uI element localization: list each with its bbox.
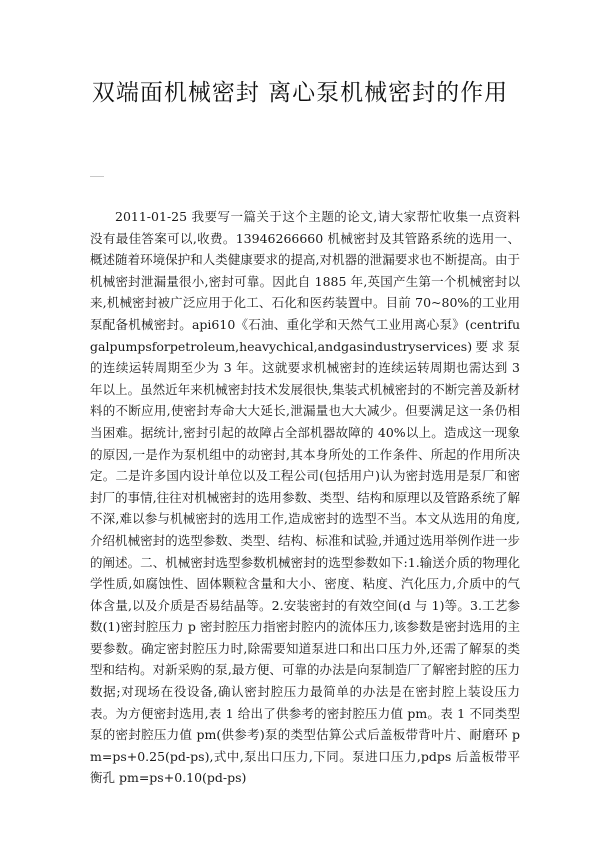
document-title: 双端面机械密封 离心泵机械密封的作用 [91,80,509,106]
document-body: 2011-01-25 我要写一篇关于这个主题的论文,请大家帮忙收集一点资料没有最佳答案可以,收费。13946266660 机械密封及其管路系统的选用一、概述随着环境保护和人类健康要求的提高,对机器的泄漏要求也不断提高。由于机械密封泄漏量很小,密封可靠。因此自 1885 年,英国产生第一个机械密封以来,机械密封被广泛应用于化工、石化和医药装置中。目前 70~80%的工业用泵配备机械密封。api610《石油、重化学和天然气工业用离心泵》(centrifugalpumpsforpetroleum,heavychical,andgasindustryservices)要求泵的连续运转周期至少为 3 年。这就要求机械密封的连续运转周期也需达到 3 年以上。虽然近年来机械密封技术发展很快,集装式机械密封的不断完善及新材料的不断应用,使密封寿命大大延长,泄漏量也大大减少。但要满足这一条仍相当困难。据统计,密封引起的故障占全部机器故障的 40%以上。造成这一现象的原因,一是作为泵机组中的动密封,其本身所处的工作条件、所起的作用所决定。二是许多国内设计单位以及工程公司(包括用户)认为密封选用是泵厂和密封厂的事情,往往对机械密封的选用参数、类型、结构和原理以及管路系统了解不深,难以参与机械密封的选用工作,造成密封的选型不当。本文从选用的角度,介绍机械密封的选型参数、类型、结构、标准和试验,并通过选用举例作进一步的阐述。二、机械密封选型参数机械密封的选型参数如下:1.输送介质的物理化学性质,如腐蚀性、固体颗粒含量和大小、密度、粘度、汽化压力,介质中的气体含量,以及介质是否易结晶等。2.安装密封的有效空间(d 与 1)等。3.工艺参数(1)密封腔压力 p 密封腔压力指密封腔内的流体压力,该参数是密封选用的主要参数。确定密封腔压力时,除需要知道泵进口和出口压力外,还需了解泵的类型和结构。对新采购的泵,最方便、可靠的办法是向泵制造厂了解密封腔的压力数据;对现场在役设备,确认密封腔压力最简单的办法是在密封腔上装设压力表。为方便密封选用,表 1 给出了供参考的密封腔压力值 pm。表 1 不同类型泵的密封腔压力值 pm(供参考)泵的类型估算公式后盖板带背叶片、耐磨环 pm=ps+0.25(pd-ps),式中,泵出口压力,下同。泵进口压力,pdps 后盖板带平衡孔 pm=ps+0.10(pd-ps) [90,209,520,786]
title-divider [90,176,104,177]
